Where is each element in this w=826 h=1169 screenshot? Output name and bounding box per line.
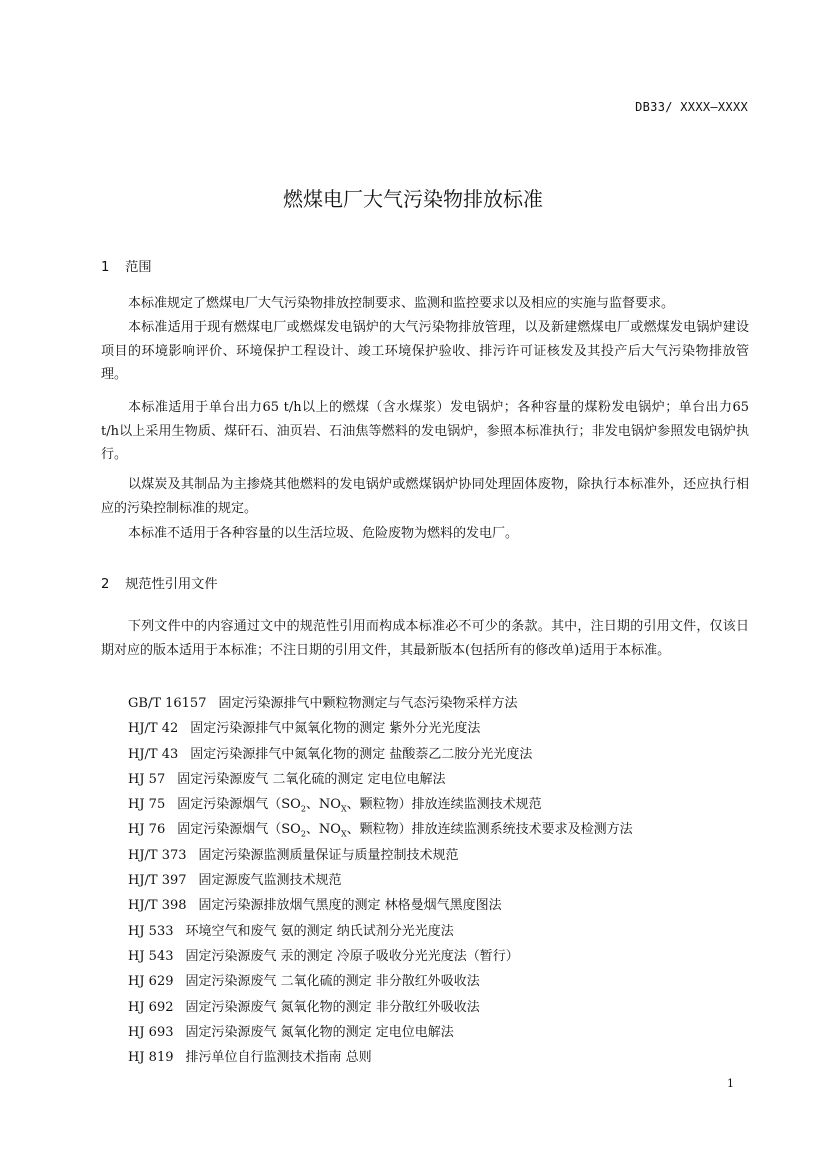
section-1-paragraph: 本标准规定了燃煤电厂大气污染物排放控制要求、监测和监控要求以及相应的实施与监督要求。 [128, 296, 675, 311]
reference-item [128, 817, 633, 842]
section-1-number: 1 [101, 260, 110, 275]
reference-code: HJ/T 43 [128, 746, 179, 762]
reference-code: HJ/T 398 [128, 898, 187, 914]
reference-code: HJ 543 [128, 948, 174, 964]
reference-code: HJ 75 [128, 797, 166, 813]
reference-title: 固定污染源废气 氮氧化物的测定 定电位电解法 [185, 1024, 454, 1040]
section-1-paragraph: 本标准适用于现有燃煤电厂或燃煤发电锅炉的大气污染物排放管理，以及新建燃煤电厂或燃煤发电锅炉建设项目的环境影响评价、环境保护工程设计、竣工环境保护验收、排污许可证核发及其投产后大气污染物排放管理。 [101, 320, 749, 382]
reference-item [128, 843, 633, 868]
section-2-title: 规范性引用文件 [125, 577, 218, 592]
reference-list [128, 691, 633, 1070]
reference-code: HJ/T 397 [128, 873, 187, 889]
reference-item [128, 691, 633, 716]
reference-code: HJ 629 [128, 974, 174, 990]
section-1-heading [101, 256, 152, 275]
reference-item [128, 944, 633, 969]
reference-title: 固定污染源排气中颗粒物测定与气态污染物采样方法 [218, 696, 518, 711]
reference-item [128, 742, 633, 767]
reference-item [128, 893, 633, 918]
reference-code: HJ 692 [128, 999, 174, 1015]
document-code-header: DB33/ XXXX—XXXX [635, 100, 748, 114]
reference-title: 排污单位自行监测技术指南 总则 [185, 1050, 372, 1066]
section-1-paragraph: 本标准适用于单台出力65 t/h以上的燃煤（含水煤浆）发电锅炉；各种容量的煤粉发电锅炉；单台出力65 t/h以上采用生物质、煤矸石、油页岩、石油焦等燃料的发电锅炉，参照本标准执行；非发电锅炉参照发电锅炉执行。 [101, 400, 749, 462]
reference-title: 固定源废气监测技术规范 [198, 873, 342, 889]
section-2-number: 2 [101, 577, 110, 592]
section-1-paragraph: 本标准不适用于各种容量的以生活垃圾、危险废物为燃料的发电厂。 [128, 526, 519, 541]
reference-code: HJ 819 [128, 1050, 174, 1066]
reference-title: 固定污染源排气中氮氧化物的测定 盐酸萘乙二胺分光光度法 [190, 746, 533, 762]
reference-code: HJ 533 [128, 923, 174, 939]
document-title: 燃煤电厂大气污染物排放标准 [283, 187, 543, 211]
section-1-paragraph: 以煤炭及其制品为主掺烧其他燃料的发电锅炉或燃煤锅炉协同处理固体废物，除执行本标准外，还应执行相应的污染控制标准的规定。 [101, 477, 749, 516]
reference-item [128, 995, 633, 1020]
reference-title: 固定污染源烟气（$SO_2$、$NO_X$、颗粒物）排放连续监测系统技术要求及检测方法 [177, 822, 633, 840]
reference-item [128, 1020, 633, 1045]
reference-title: 固定污染源废气 氮氧化物的测定 非分散红外吸收法 [185, 999, 480, 1015]
reference-item [128, 716, 633, 741]
reference-title: 固定污染源废气 二氧化硫的测定 定电位电解法 [177, 771, 446, 787]
reference-title: 固定污染源烟气（$SO_2$、$NO_X$、颗粒物）排放连续监测技术规范 [177, 797, 542, 814]
reference-code: GB/T 16157 [128, 696, 207, 711]
reference-code: HJ/T 42 [128, 721, 179, 737]
reference-item [128, 767, 633, 792]
reference-title: 固定污染源废气 二氧化硫的测定 非分散红外吸收法 [185, 974, 480, 990]
reference-title: 固定污染源监测质量保证与质量控制技术规范 [198, 847, 459, 863]
reference-item [128, 792, 633, 817]
reference-code: HJ 693 [128, 1024, 174, 1040]
reference-code: HJ/T 373 [128, 847, 187, 863]
section-2-heading [101, 573, 218, 592]
reference-item [128, 969, 633, 994]
section-1-title: 范围 [125, 260, 152, 275]
reference-item [128, 1045, 633, 1070]
reference-title: 固定污染源排气中氮氧化物的测定 紫外分光光度法 [190, 721, 481, 737]
reference-title: 固定污染源排放烟气黑度的测定 林格曼烟气黑度图法 [198, 898, 502, 914]
page-number: 1 [727, 1077, 734, 1090]
reference-title: 固定污染源废气 汞的测定 冷原子吸收分光光度法（暂行） [185, 948, 519, 964]
reference-code: HJ 57 [128, 771, 166, 787]
reference-code: HJ 76 [128, 822, 166, 838]
reference-item [128, 919, 633, 944]
section-2-intro: 下列文件中的内容通过文中的规范性引用而构成本标准必不可少的条款。其中，注日期的引用文件，仅该日期对应的版本适用于本标准；不注日期的引用文件，其最新版本(包括所有的修改单)适用于本标准。 [101, 619, 749, 658]
reference-title: 环境空气和废气 氨的测定 纳氏试剂分光光度法 [185, 923, 454, 939]
reference-item [128, 868, 633, 893]
